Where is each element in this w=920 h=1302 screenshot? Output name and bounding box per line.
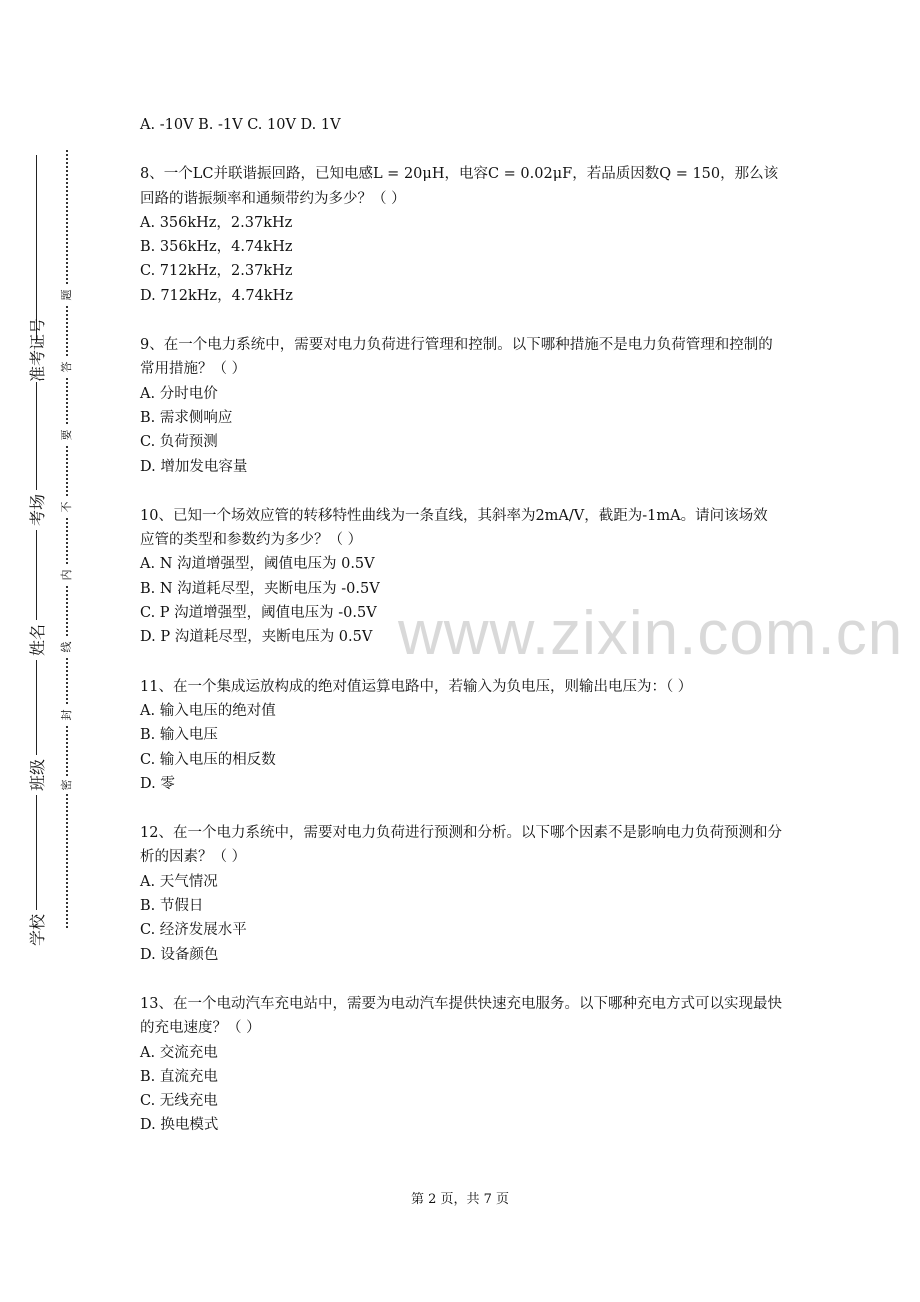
field-exam-id: 准考证号 [28, 317, 47, 382]
question-text: 12、在一个电力系统中，需要对电力负荷进行预测和分析。以下哪个因素不是影响电力负荷预测和分析的因素？（ ） [140, 825, 782, 866]
option-d: D. 增加发电容量 [140, 458, 248, 475]
seal-char: 不 [60, 498, 74, 516]
option-d: D. 设备颜色 [140, 946, 219, 963]
option-a: A. 分时电价 [140, 385, 218, 402]
option-d: D. P 沟道耗尽型，夹断电压为 0.5V [140, 629, 373, 646]
seal-dotted-line [66, 150, 68, 928]
option-c: C. 输入电压的相反数 [140, 751, 276, 768]
option-a: A. 输入电压的绝对值 [140, 702, 276, 719]
question-8 [140, 162, 782, 308]
field-school: 学校 [28, 910, 48, 950]
question-10 [140, 504, 782, 650]
option-c: C. 负荷预测 [140, 434, 218, 451]
option-c: C. 无线充电 [140, 1093, 218, 1110]
question-text: 13、在一个电动汽车充电站中，需要为电动汽车提供快速充电服务。以下哪种充电方式可以实现最快的充电速度？（ ） [140, 995, 782, 1037]
question-text: 11、在一个集成运放构成的绝对值运算电路中，若输入为负电压，则输出电压为：（ ） [140, 678, 693, 695]
question-13 [140, 992, 782, 1138]
question-12 [140, 821, 782, 967]
option-d: D. 换电模式 [140, 1117, 219, 1134]
page-footer: 第 2 页，共 7 页 [410, 1192, 510, 1207]
seal-char: 要 [60, 426, 74, 444]
exam-content [140, 113, 782, 1138]
binding-margin [0, 0, 130, 1302]
previous-question-options: A. -10V B. -1V C. 10V D. 1V [140, 117, 341, 133]
option-a: A. 交流充电 [140, 1044, 218, 1061]
seal-char: 答 [60, 358, 74, 376]
option-a: A. 天气情况 [140, 873, 218, 890]
field-class: 班级 [28, 755, 48, 795]
field-exam-room: 考场 [28, 490, 48, 530]
fill-in-line [36, 155, 37, 925]
field-name: 姓名 [28, 620, 48, 660]
seal-char: 线 [60, 638, 74, 656]
question-text: 10、已知一个场效应管的转移特性曲线为一条直线，其斜率为2mA/V，截距为-1mA。请问该场效应管的类型和参数约为多少？（ ） [140, 507, 768, 549]
option-b: B. 节假日 [140, 898, 204, 915]
option-a: A. N 沟道增强型，阈值电压为 0.5V [140, 556, 375, 573]
seal-char: 密 [60, 776, 74, 794]
question-9 [140, 333, 782, 479]
option-a: A. 356kHz，2.37kHz [140, 214, 293, 231]
option-b: B. 输入电压 [140, 727, 218, 744]
option-d: D. 712kHz，4.74kHz [140, 287, 293, 304]
seal-char: 内 [60, 566, 74, 584]
option-c: C. P 沟道增强型，阈值电压为 -0.5V [140, 605, 377, 622]
seal-char: 题 [60, 286, 74, 304]
option-d: D. 零 [140, 775, 175, 792]
option-c: C. 712kHz，2.37kHz [140, 263, 293, 280]
option-c: C. 经济发展水平 [140, 922, 247, 939]
option-b: B. 直流充电 [140, 1068, 218, 1085]
option-b: B. N 沟道耗尽型，夹断电压为 -0.5V [140, 580, 380, 597]
option-b: B. 需求侧响应 [140, 409, 233, 426]
seal-char: 封 [60, 706, 74, 724]
question-11 [140, 675, 782, 796]
question-text: 8、一个LC并联谐振回路，已知电感L = 20μH，电容C = 0.02μF，若品质因数Q = 150，那么该回路的谐振频率和通频带约为多少？（ ） [140, 166, 779, 207]
question-text: 9、在一个电力系统中，需要对电力负荷进行管理和控制。以下哪种措施不是电力负荷管理和控制的常用措施？（ ） [140, 337, 773, 378]
option-b: B. 356kHz，4.74kHz [140, 239, 293, 256]
watermark: www.zixin.com.cn [398, 599, 904, 668]
